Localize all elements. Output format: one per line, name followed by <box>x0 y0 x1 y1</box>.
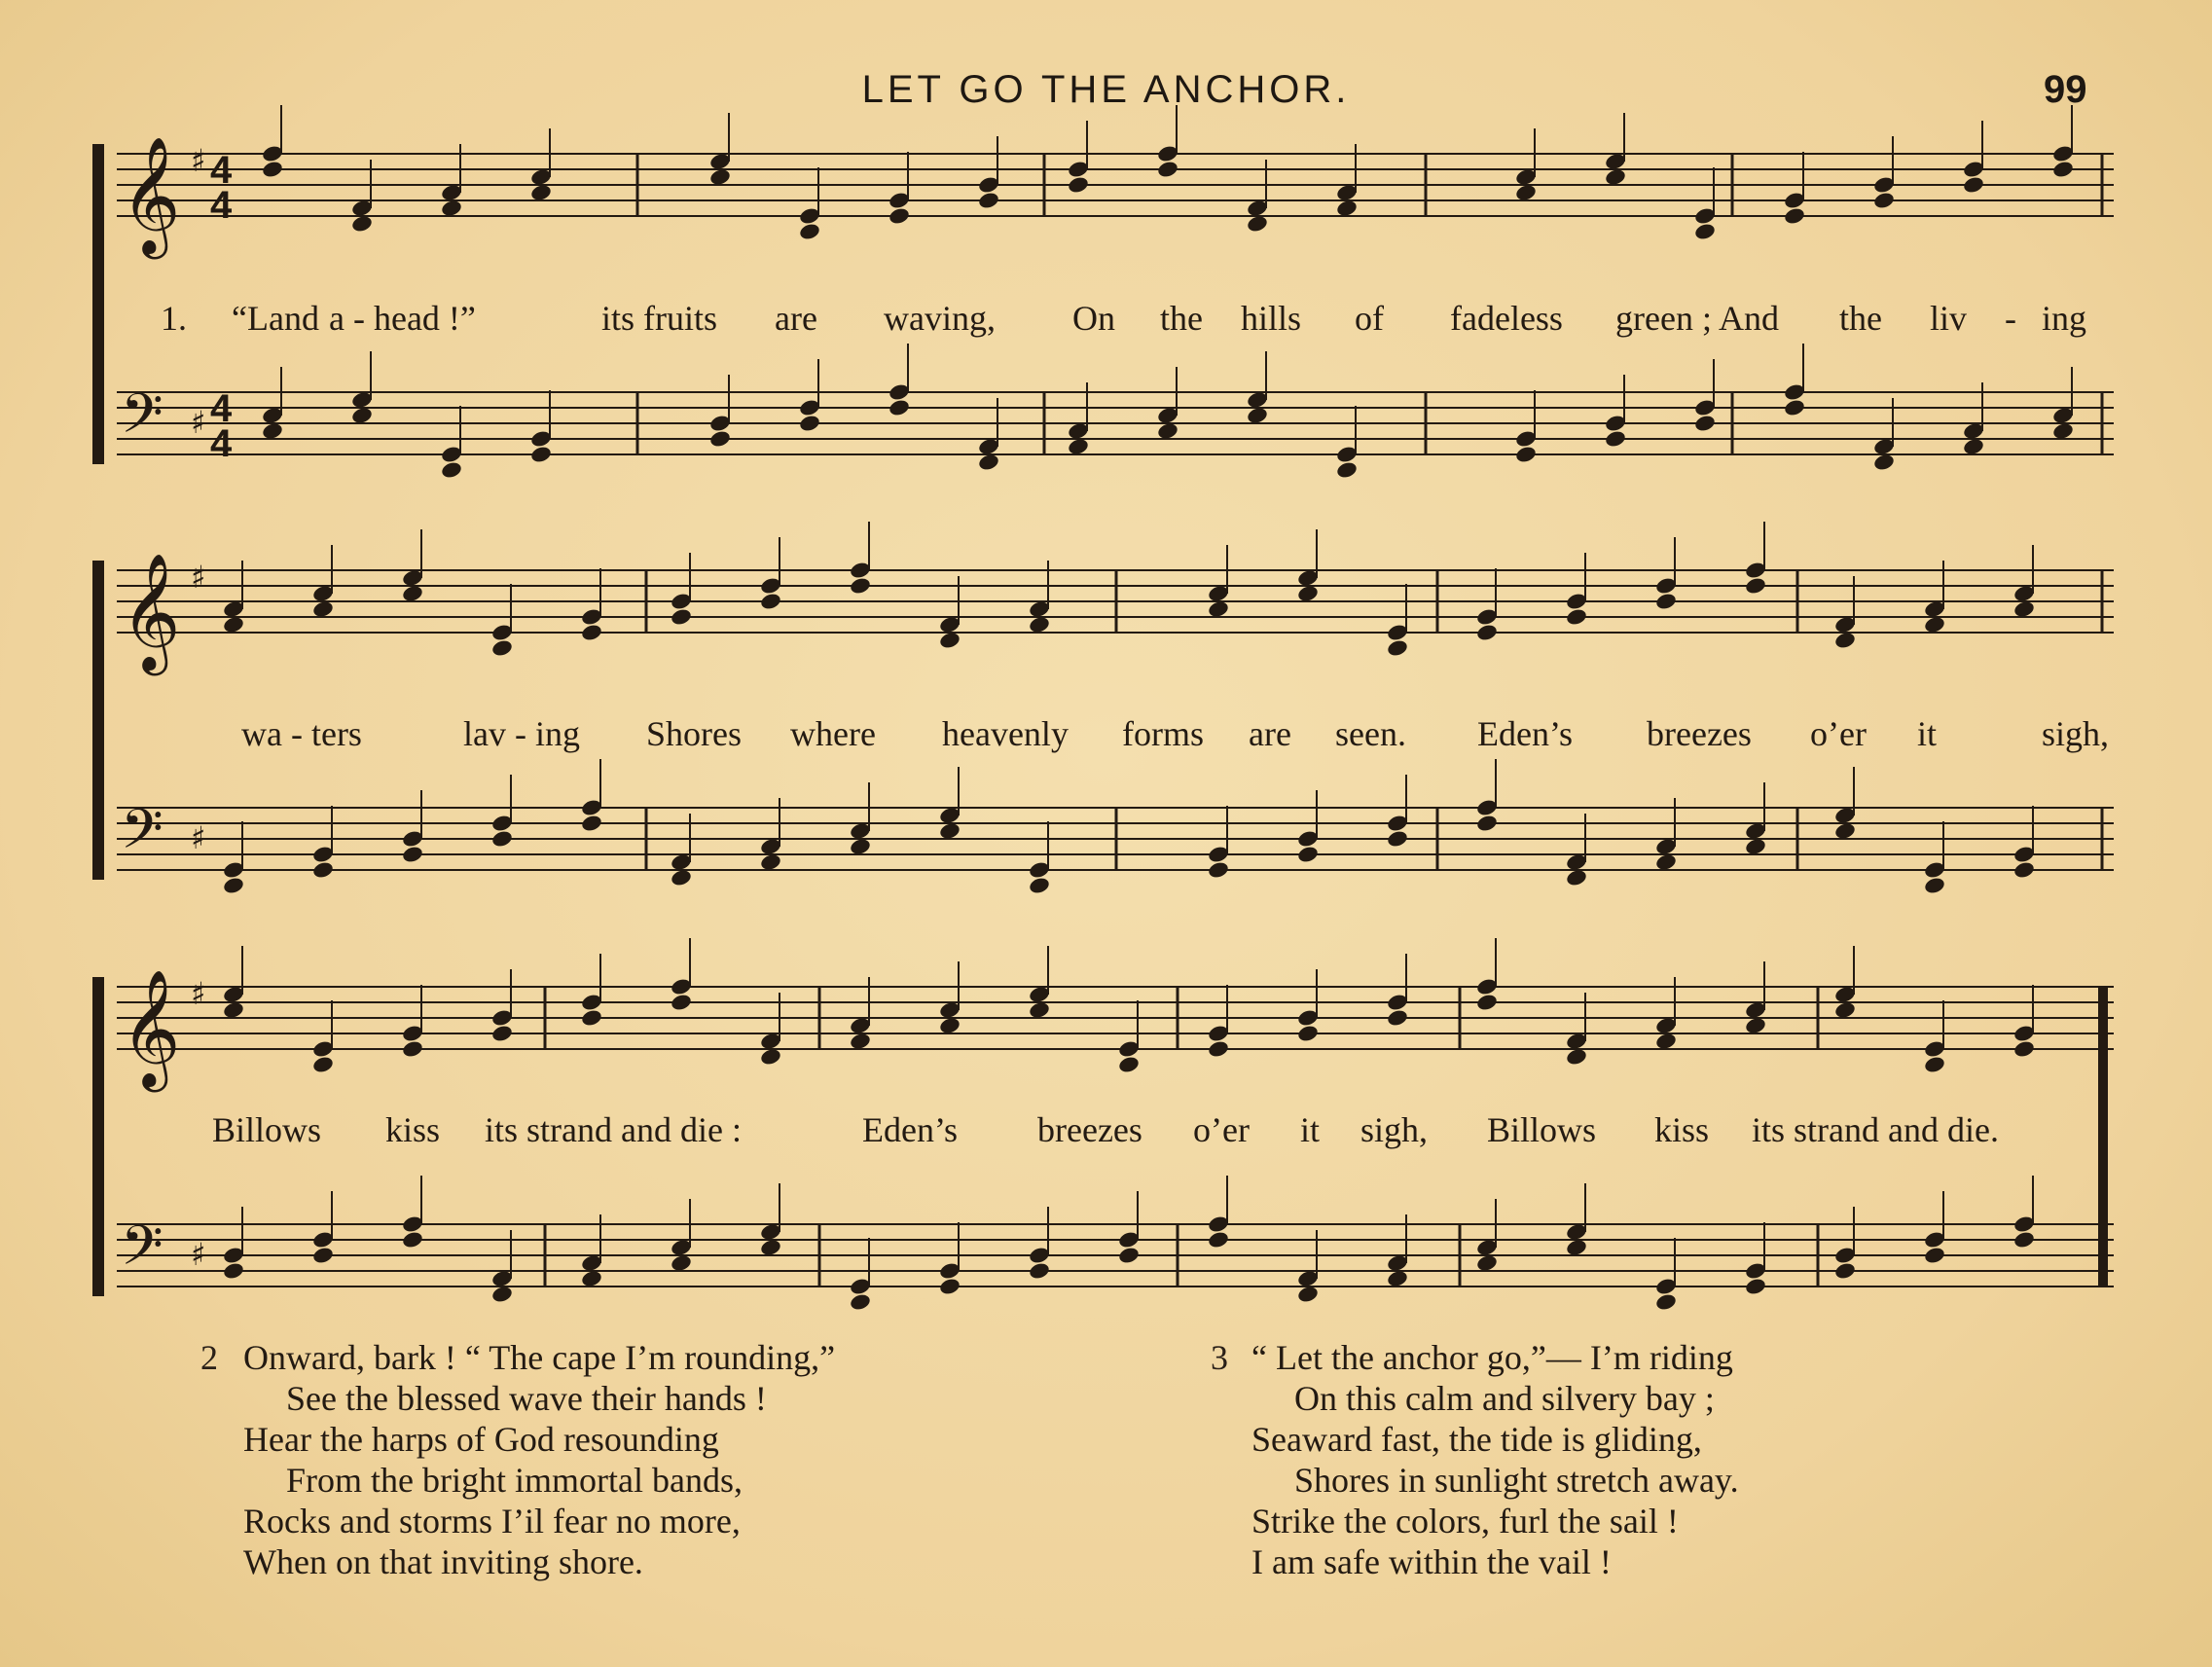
note-head <box>1156 421 1179 441</box>
note-head <box>1246 214 1269 234</box>
note-head <box>938 1277 961 1296</box>
lyric-21: heavenly <box>942 714 1069 753</box>
note-head <box>580 1008 603 1028</box>
lyric-32: its strand and die : <box>485 1110 742 1149</box>
note-head <box>1833 1261 1857 1281</box>
note-head <box>401 845 424 864</box>
lyric-2: “Land <box>232 299 319 338</box>
note-head <box>311 1246 335 1265</box>
note-head <box>440 460 463 480</box>
lyric-9: hills <box>1241 299 1302 338</box>
page-title: LET GO THE ANCHOR. <box>861 68 1351 111</box>
note-head <box>1744 837 1767 856</box>
treble-clef-icon: 𝄞 <box>121 968 181 1087</box>
lyric-19: Shores <box>646 714 742 753</box>
note-head <box>759 1238 782 1257</box>
note-head <box>798 222 821 241</box>
note-head <box>1514 183 1538 202</box>
note-head <box>1962 437 1985 456</box>
note-head <box>1783 206 1806 226</box>
note-head <box>580 814 603 833</box>
note-head <box>670 1253 693 1273</box>
verse-line: Onward, bark ! “ The cape I’m rounding,” <box>243 1338 836 1377</box>
sharp-icon: ♯ <box>191 975 206 1012</box>
note-head <box>1335 199 1359 218</box>
note-head <box>1744 576 1767 596</box>
note-head <box>1604 429 1627 449</box>
lyric-12: green ; And <box>1615 299 1779 338</box>
time-signature-bottom: 4 <box>210 422 233 465</box>
lyric-33: Eden’s <box>862 1110 958 1149</box>
note-head <box>1744 1016 1767 1035</box>
note-head <box>759 1047 782 1067</box>
note-head <box>2013 1039 2036 1059</box>
note-head <box>798 414 821 433</box>
note-head <box>529 445 553 464</box>
note-head <box>1296 584 1320 603</box>
lyric-1: 1. <box>161 299 187 338</box>
time-signature-top: 4 <box>210 149 233 192</box>
note-head <box>580 1269 603 1288</box>
note-head <box>261 421 284 441</box>
note-head <box>1962 175 1985 195</box>
lyric-38: Billows <box>1487 1110 1597 1149</box>
note-head <box>1296 1285 1320 1304</box>
note-head <box>938 631 961 650</box>
note-head <box>1296 845 1320 864</box>
note-head <box>401 1230 424 1250</box>
lyric-22: forms <box>1122 714 1204 753</box>
note-head <box>1028 876 1051 895</box>
note-head <box>670 868 693 888</box>
note-head <box>222 1000 245 1020</box>
note-head <box>1067 175 1090 195</box>
note-head <box>759 852 782 872</box>
note-head <box>490 1024 514 1043</box>
system-bar <box>92 144 104 464</box>
note-head <box>849 837 872 856</box>
time-signature-top: 4 <box>210 387 233 430</box>
lyric-25: Eden’s <box>1477 714 1573 753</box>
lyric-10: of <box>1355 299 1384 338</box>
lyric-36: it <box>1300 1110 1321 1149</box>
note-head <box>1693 414 1717 433</box>
note-head <box>977 453 1000 472</box>
note-head <box>1923 1055 1946 1074</box>
lyric-39: kiss <box>1654 1110 1710 1149</box>
verse-line: “ Let the anchor go,”— I’m riding <box>1251 1338 1733 1377</box>
note-head <box>222 615 245 634</box>
note-head <box>1923 1246 1946 1265</box>
note-head <box>1475 1253 1499 1273</box>
lyric-7: On <box>1072 299 1115 338</box>
note-head <box>1156 160 1179 179</box>
verse-line: On this calm and silvery bay ; <box>1294 1379 1715 1418</box>
verse-3-number: 3 <box>1211 1338 1228 1377</box>
lyric-15: - <box>2005 299 2016 338</box>
note-head <box>1335 460 1359 480</box>
verse-line: See the blessed wave their hands ! <box>286 1379 767 1418</box>
note-head <box>1833 631 1857 650</box>
note-head <box>1028 1000 1051 1020</box>
note-head <box>1028 1261 1051 1281</box>
note-head <box>1475 623 1499 642</box>
lyric-4: its fruits <box>601 299 718 338</box>
note-head <box>261 160 284 179</box>
note-head <box>708 429 732 449</box>
verse-line: I am safe within the vail ! <box>1251 1542 1612 1581</box>
verse-line: When on that inviting shore. <box>243 1542 643 1581</box>
lyric-27: o’er <box>1810 714 1867 753</box>
note-head <box>1207 599 1230 619</box>
lyric-37: sigh, <box>1360 1110 1429 1149</box>
lyric-20: where <box>790 714 876 753</box>
note-head <box>2013 860 2036 880</box>
verse-line: Rocks and storms I’il fear no more, <box>243 1502 741 1540</box>
sharp-icon: ♯ <box>191 404 206 441</box>
sharp-icon: ♯ <box>191 142 206 179</box>
treble-clef-icon: 𝄞 <box>121 135 181 254</box>
note-head <box>311 1055 335 1074</box>
verse-line: Seaward fast, the tide is gliding, <box>1251 1420 1702 1459</box>
note-head <box>938 821 961 841</box>
bass-clef-icon: 𝄢 <box>121 382 163 459</box>
lyric-14: liv <box>1930 299 1968 338</box>
verse-line: Strike the colors, furl the sail ! <box>1251 1502 1679 1540</box>
note-head <box>977 191 1000 210</box>
note-head <box>1872 191 1896 210</box>
note-head <box>849 576 872 596</box>
note-head <box>849 1032 872 1051</box>
lyric-31: kiss <box>385 1110 441 1149</box>
note-head <box>350 406 374 425</box>
note-head <box>1117 1246 1141 1265</box>
note-head <box>1386 829 1409 849</box>
note-head <box>222 876 245 895</box>
sharp-icon: ♯ <box>191 559 206 596</box>
note-head <box>1207 1230 1230 1250</box>
note-head <box>1654 1032 1678 1051</box>
note-head <box>2051 421 2075 441</box>
note-head <box>1693 222 1717 241</box>
time-signature-bottom: 4 <box>210 184 233 227</box>
note-head <box>311 860 335 880</box>
system-bar <box>92 977 104 1296</box>
note-head <box>708 167 732 187</box>
note-head <box>670 993 693 1012</box>
note-head <box>1565 1047 1588 1067</box>
note-head <box>1654 852 1678 872</box>
lyric-3: a - head !” <box>329 299 476 338</box>
note-head <box>1654 1292 1678 1312</box>
note-head <box>311 599 335 619</box>
note-head <box>490 829 514 849</box>
lyric-6: waving, <box>884 299 996 338</box>
note-head <box>1514 445 1538 464</box>
lyric-24: seen. <box>1335 714 1406 753</box>
note-head <box>1604 167 1627 187</box>
verse-line: Shores in sunlight stretch away. <box>1294 1461 1739 1500</box>
verse-line: Hear the harps of God resounding <box>243 1420 719 1459</box>
note-head <box>1833 1000 1857 1020</box>
note-head <box>1923 615 1946 634</box>
lyric-16: ing <box>2042 299 2087 338</box>
note-head <box>1246 406 1269 425</box>
note-head <box>1067 437 1090 456</box>
note-head <box>1117 1055 1141 1074</box>
lyric-29: sigh, <box>2042 714 2110 753</box>
note-head <box>938 1016 961 1035</box>
verse-line: From the bright immortal bands, <box>286 1461 743 1500</box>
note-head <box>888 206 911 226</box>
note-head <box>1654 592 1678 611</box>
note-head <box>1475 993 1499 1012</box>
note-head <box>1386 1008 1409 1028</box>
treble-clef-icon: 𝄞 <box>121 552 181 670</box>
verse-2-number: 2 <box>200 1338 218 1377</box>
note-head <box>2051 160 2075 179</box>
note-head <box>580 623 603 642</box>
note-head <box>401 584 424 603</box>
note-head <box>759 592 782 611</box>
note-head <box>888 398 911 417</box>
lyric-30: Billows <box>212 1110 322 1149</box>
lyric-13: the <box>1839 299 1882 338</box>
lyric-18: lav - ing <box>463 714 580 753</box>
bass-clef-icon: 𝄢 <box>121 798 163 875</box>
final-bar <box>2098 987 2108 1286</box>
verse-3 <box>1251 1337 1739 1582</box>
lyric-40: its strand and die. <box>1752 1110 1999 1149</box>
system-bar <box>92 561 104 880</box>
note-head <box>222 1261 245 1281</box>
lyric-28: it <box>1917 714 1938 753</box>
note-head <box>1207 860 1230 880</box>
note-head <box>1207 1039 1230 1059</box>
note-head <box>1833 821 1857 841</box>
verse-2 <box>243 1337 835 1582</box>
note-head <box>350 214 374 234</box>
bass-clef-icon: 𝄢 <box>121 1214 163 1291</box>
note-head <box>1783 398 1806 417</box>
note-head <box>1386 638 1409 658</box>
lyric-5: are <box>775 299 817 338</box>
note-head <box>529 183 553 202</box>
lyric-11: fadeless <box>1450 299 1563 338</box>
note-head <box>1386 1269 1409 1288</box>
sharp-icon: ♯ <box>191 1236 206 1273</box>
lyric-35: o’er <box>1193 1110 1250 1149</box>
note-head <box>1923 876 1946 895</box>
note-head <box>490 638 514 658</box>
note-head <box>490 1285 514 1304</box>
note-head <box>2013 1230 2036 1250</box>
note-head <box>2013 599 2036 619</box>
page-number: 99 <box>2044 68 2087 111</box>
note-head <box>1475 814 1499 833</box>
note-head <box>1744 1277 1767 1296</box>
lyric-26: breezes <box>1647 714 1752 753</box>
note-head <box>1565 607 1588 627</box>
lyric-34: breezes <box>1037 1110 1142 1149</box>
note-head <box>1296 1024 1320 1043</box>
note-head <box>1872 453 1896 472</box>
lyric-17: wa - ters <box>241 714 362 753</box>
note-head <box>1565 868 1588 888</box>
note-head <box>670 607 693 627</box>
lyric-8: the <box>1160 299 1203 338</box>
note-head <box>440 199 463 218</box>
note-head <box>1565 1238 1588 1257</box>
note-head <box>401 1039 424 1059</box>
lyric-23: are <box>1249 714 1291 753</box>
sharp-icon: ♯ <box>191 819 206 856</box>
note-head <box>849 1292 872 1312</box>
note-head <box>1028 615 1051 634</box>
